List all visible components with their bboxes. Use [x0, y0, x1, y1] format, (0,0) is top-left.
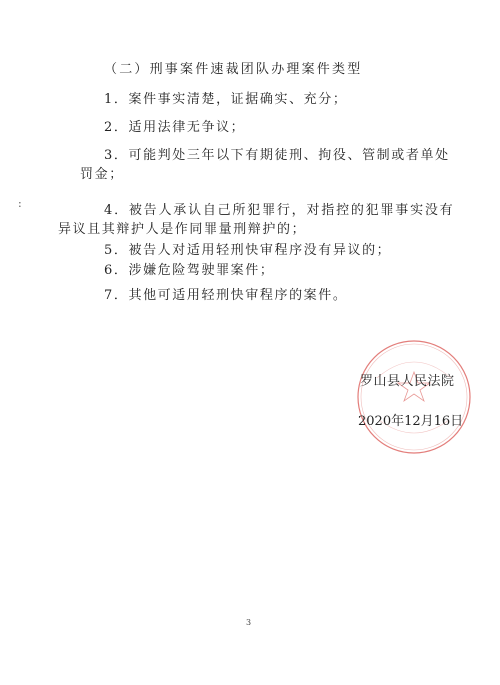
list-item-2: 2．适用法律无争议； [104, 120, 246, 135]
page-number: 3 [246, 618, 252, 627]
court-name: 罗山县人民法院 [360, 374, 455, 389]
list-item-6: 6．涉嫌危险驾驶罪案件； [104, 263, 275, 278]
list-item-4-continued: 异议且其辩护人是作同罪量刑辩护的； [58, 222, 307, 237]
list-item-7: 7．其他可适用轻刑快审程序的案件。 [104, 288, 348, 303]
list-item-5: 5．被告人对适用轻刑快审程序没有异议的； [104, 243, 392, 258]
margin-mark: : [18, 197, 22, 210]
signature-date: 2020年12月16日 [358, 414, 464, 429]
section-heading: （二）刑事案件速裁团队办理案件类型 [104, 62, 363, 77]
court-seal-icon [355, 338, 473, 456]
list-item-3: 3．可能判处三年以下有期徒刑、拘役、管制或者单处 [104, 148, 450, 163]
list-item-4: 4．被告人承认自己所犯罪行，对指控的犯罪事实没有 [104, 203, 455, 218]
list-item-3-continued: 罚金； [80, 167, 124, 182]
list-item-1: 1．案件事实清楚，证据确实、充分； [104, 92, 348, 107]
